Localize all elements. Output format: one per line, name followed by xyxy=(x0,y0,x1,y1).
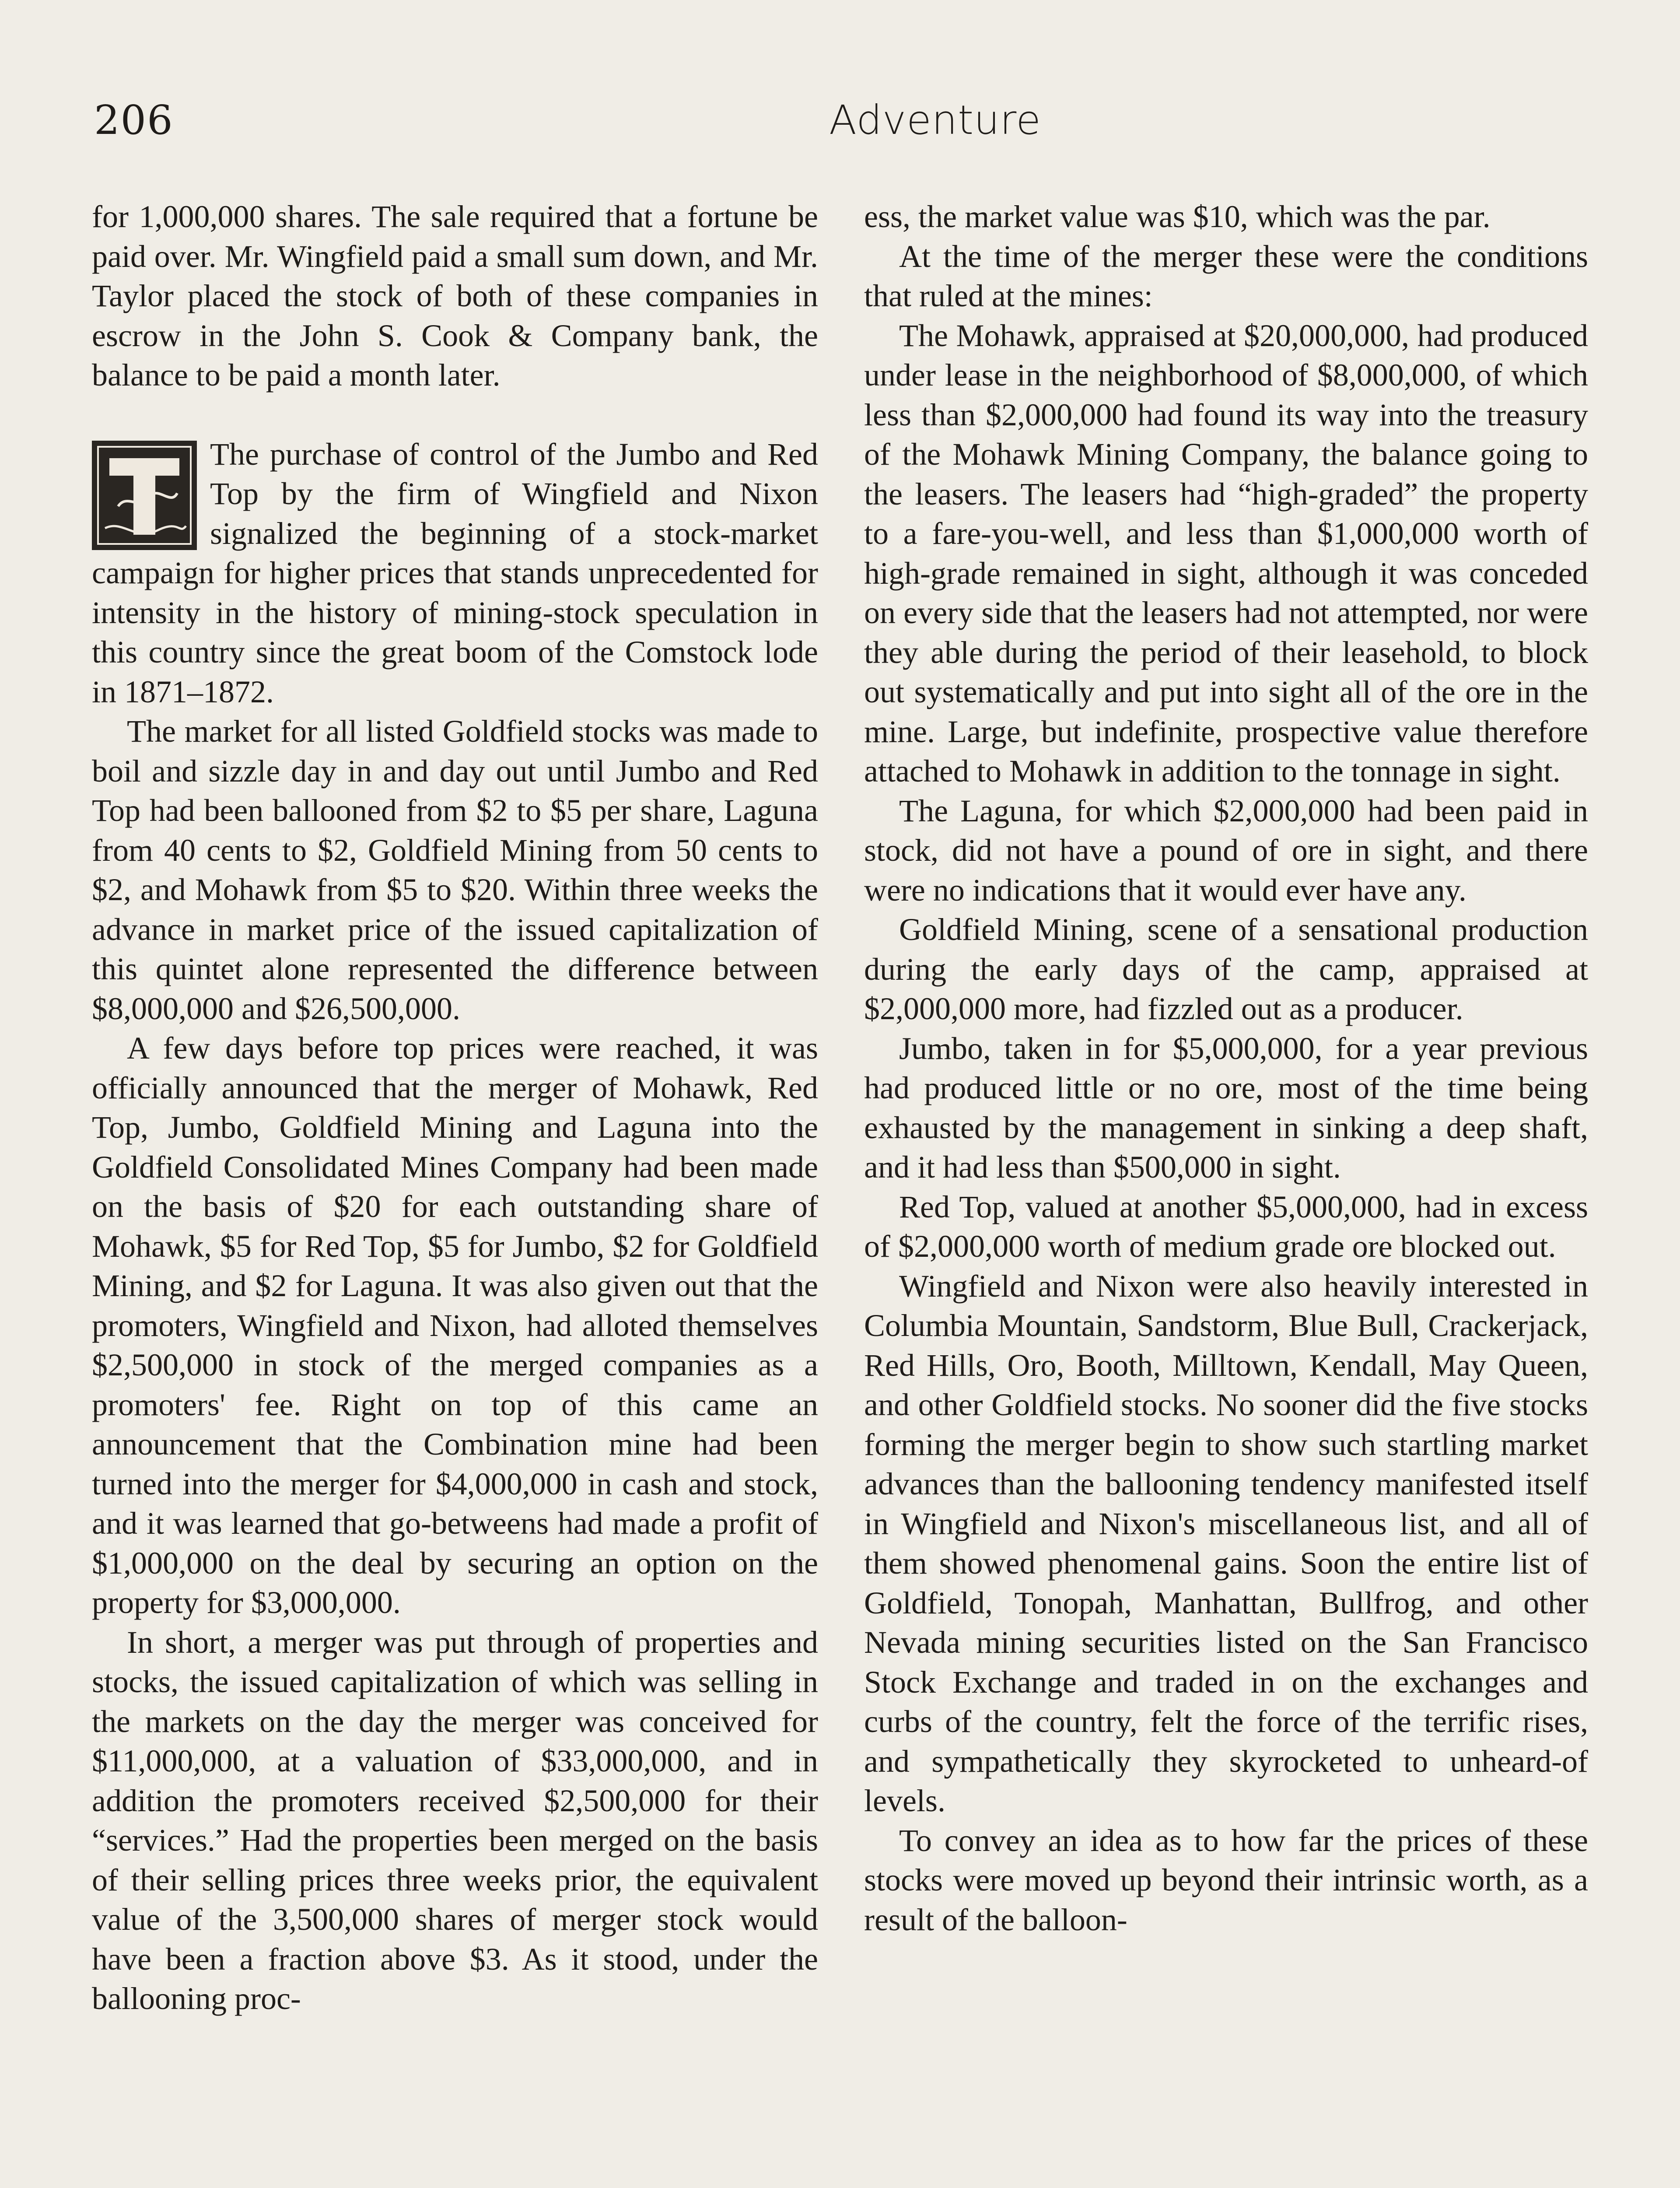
paragraph: Wingfield and Nixon were also heavily interested in Columbia Mountain, Sandstorm, Blue Bull, Crackerjack, Red Hills, Oro, Booth, Milltown, Kendall, May Queen, and other Goldfield stocks. No sooner did the five stocks forming the merger begin to show such startling market advances than the ballooning tendency manifested itself in Wingfield and Nixon's miscellaneous list, and all of them showed phenomenal gains. Soon the entire list of Goldfield, Tonopah, Manhattan, Bullfrog, and other Nevada mining securities listed on the San Francisco Stock Exchange and traded in on the exchanges and curbs of the country, felt the force of the terrific rises, and sympathetically they skyrocketed to unheard-of levels. xyxy=(864,1268,1588,1818)
paragraph: At the time of the merger these were the conditions that ruled at the mines: xyxy=(864,238,1588,313)
paragraph: To convey an idea as to how far the prices of these stocks were moved up beyond their intrinsic worth, as a result of the balloon- xyxy=(864,1823,1588,1937)
right-column xyxy=(864,197,1588,1939)
dropcap-paragraph-text: The purchase of control of the Jumbo and Red Top by the firm of Wingfield and Nixon signalized the beginning of a stock-market campaign for higher prices that stands unprecedented for intensity in the history of mining-stock speculation in this country since the great boom of the Comstock lode in 1871–1872. xyxy=(92,436,818,709)
paragraph: The Laguna, for which $2,000,000 had been paid in stock, did not have a pound of ore in sight, and there were no indications that it would ever have any. xyxy=(864,793,1588,908)
paragraph: Jumbo, taken in for $5,000,000, for a year previous had produced little or no ore, most of the time being exhausted by the management in sinking a deep shaft, and it had less than $500,000 in sight. xyxy=(864,1031,1588,1185)
ornamental-dropcap-icon xyxy=(92,441,197,550)
paragraph: The Mohawk, appraised at $20,000,000, had produced under lease in the neighborhood of $8,000,000, of which less than $2,000,000 had found its way into the treasury of the Mohawk Mining Company, the balance going to the leasers. The leasers had “high-graded” the property to a fare-you-well, and less than $1,000,000 worth of high-grade remained in sight, although it was conceded on every side that the leasers had not attempted, nor were they able during the period of their leasehold, to block out systematically and put into sight all of the ore in the mine. Large, but indefinite, prospective value therefore attached to Mohawk in addition to the tonnage in sight. xyxy=(864,318,1588,789)
page-header xyxy=(94,94,1586,147)
paragraph: Goldfield Mining, scene of a sensational production during the early days of the camp, appraised at $2,000,000 more, had fizzled out as a producer. xyxy=(864,912,1588,1026)
page-number: 206 xyxy=(94,97,174,144)
paragraph: ess, the market value was $10, which was the par. xyxy=(864,199,1491,234)
left-column xyxy=(92,197,818,2019)
running-title: Adventure xyxy=(829,97,1041,144)
paragraph: Red Top, valued at another $5,000,000, had in excess of $2,000,000 worth of medium grade ore blocked out. xyxy=(864,1189,1588,1264)
paragraph: A few days before top prices were reached, it was officially announced that the merger of Mohawk, Red Top, Jumbo, Goldfield Mining and Laguna into the Goldfield Consolidated Mines Company had been made on the basis of $20 for each outstanding share of Mohawk, $5 for Red Top, $5 for Jumbo, $2 for Goldfield Mining, and $2 for Laguna. It was also given out that the promoters, Wingfield and Nixon, had alloted themselves $2,500,000 in stock of the merged companies as a promoters' fee. Right on top of this came an announcement that the Combination mine had been turned into the merger for $4,000,000 in cash and stock, and it was learned that go-betweens had made a profit of $1,000,000 on the deal by securing an option on the property for $3,000,000. xyxy=(92,1031,818,1620)
paragraph: for 1,000,000 shares. The sale required that a fortune be paid over. Mr. Wingfield paid a small sum down, and Mr. Taylor placed the stock of both of these companies in escrow in the John S. Cook & Company bank, the balance to be paid a month later. xyxy=(92,199,818,393)
paragraph: The market for all listed Goldfield stocks was made to boil and sizzle day in and day out until Jumbo and Red Top had been ballooned from $2 to $5 per share, Laguna from 40 cents to $2, Goldfield Mining from 50 cents to $2, and Mohawk from $5 to $20. Within three weeks the advance in market price of the issued capitalization of this quintet alone represented the difference between $8,000,000 and $26,500,000. xyxy=(92,714,818,1026)
paragraph: In short, a merger was put through of properties and stocks, the issued capitalization of which was selling in the markets on the day the merger was conceived for $11,000,000, at a valuation of $33,000,000, and in addition the promoters received $2,500,000 for their “services.” Had the properties been merged on the basis of their selling prices three weeks prior, the equivalent value of the 3,500,000 shares of merger stock would have been a fraction above $3. As it stood, under the ballooning proc- xyxy=(92,1624,818,2016)
dropcap-paragraph xyxy=(92,435,818,712)
